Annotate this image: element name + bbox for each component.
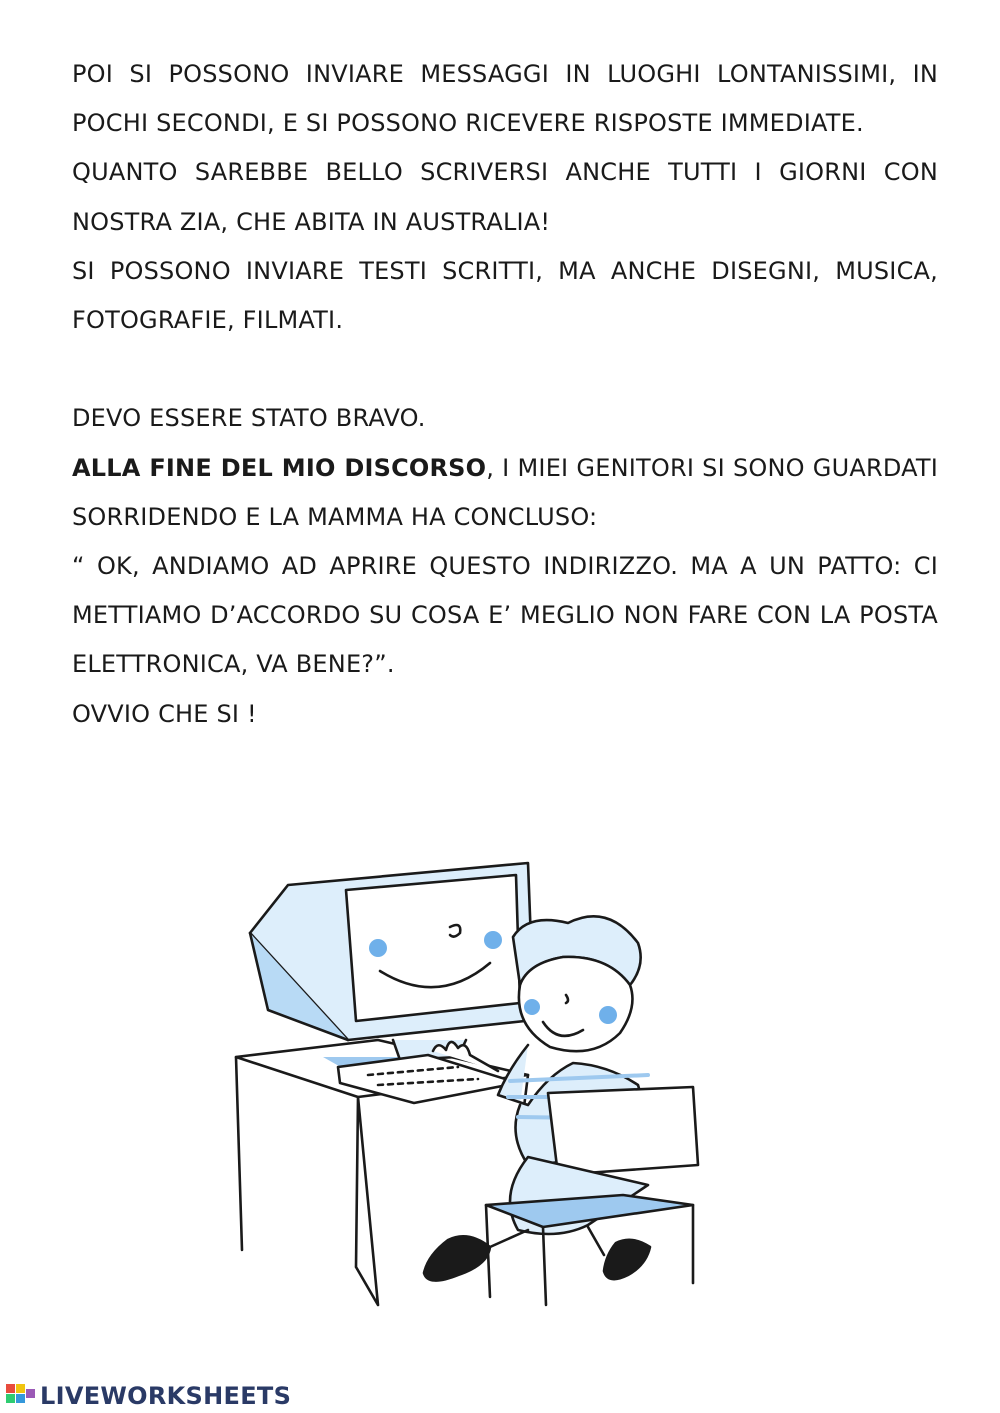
paragraph-messages: POI SI POSSONO INVIARE MESSAGGI IN LUOGHI LONTANISSIMI, IN POCHI SECONDI, E SI POSSONO RICEVERE RISPOSTE IMMEDIATE.	[72, 60, 938, 138]
paragraph-quote: “ OK, ANDIAMO AD APRIRE QUESTO INDIRIZZO. MA A UN PATTO: CI METTIAMO D’ACCORDO SU COSA E’ MEGLIO NON FARE CON LA POSTA ELETTRONICA, VA BENE?”.	[72, 552, 938, 679]
logo-blocks-icon	[6, 1382, 36, 1410]
liveworksheets-logo	[6, 1380, 291, 1412]
desk-leg-left	[236, 1057, 242, 1250]
paragraph-parents-rest: , I MIEI GENITORI SI SONO GUARDATI SORRIDENDO E LA MAMMA HA CONCLUSO:	[72, 453, 938, 531]
bold-phrase: ALLA FINE DEL MIO DISCORSO	[72, 453, 487, 482]
worksheet-text	[72, 50, 938, 739]
paragraph-parents	[72, 444, 938, 542]
paragraph-answer: OVVIO CHE SI !	[72, 699, 257, 728]
chair-back	[548, 1087, 698, 1175]
paragraph-bravo: DEVO ESSERE STATO BRAVO.	[72, 404, 426, 433]
paragraph-gap	[72, 345, 938, 394]
desk-leg-mid	[356, 1097, 378, 1305]
paragraph-aunt: QUANTO SAREBBE BELLO SCRIVERSI ANCHE TUTTI I GIORNI CON NOSTRA ZIA, CHE ABITA IN AUSTRALIA!	[72, 158, 938, 236]
logo-text: LIVEWORKSHEETS	[40, 1382, 292, 1410]
boy-shoe-left	[424, 1236, 490, 1280]
boy-at-computer-illustration	[228, 835, 718, 1325]
boy-shoe-right	[604, 1240, 650, 1279]
paragraph-media: SI POSSONO INVIARE TESTI SCRITTI, MA ANCHE DISEGNI, MUSICA, FOTOGRAFIE, FILMATI.	[72, 256, 938, 335]
